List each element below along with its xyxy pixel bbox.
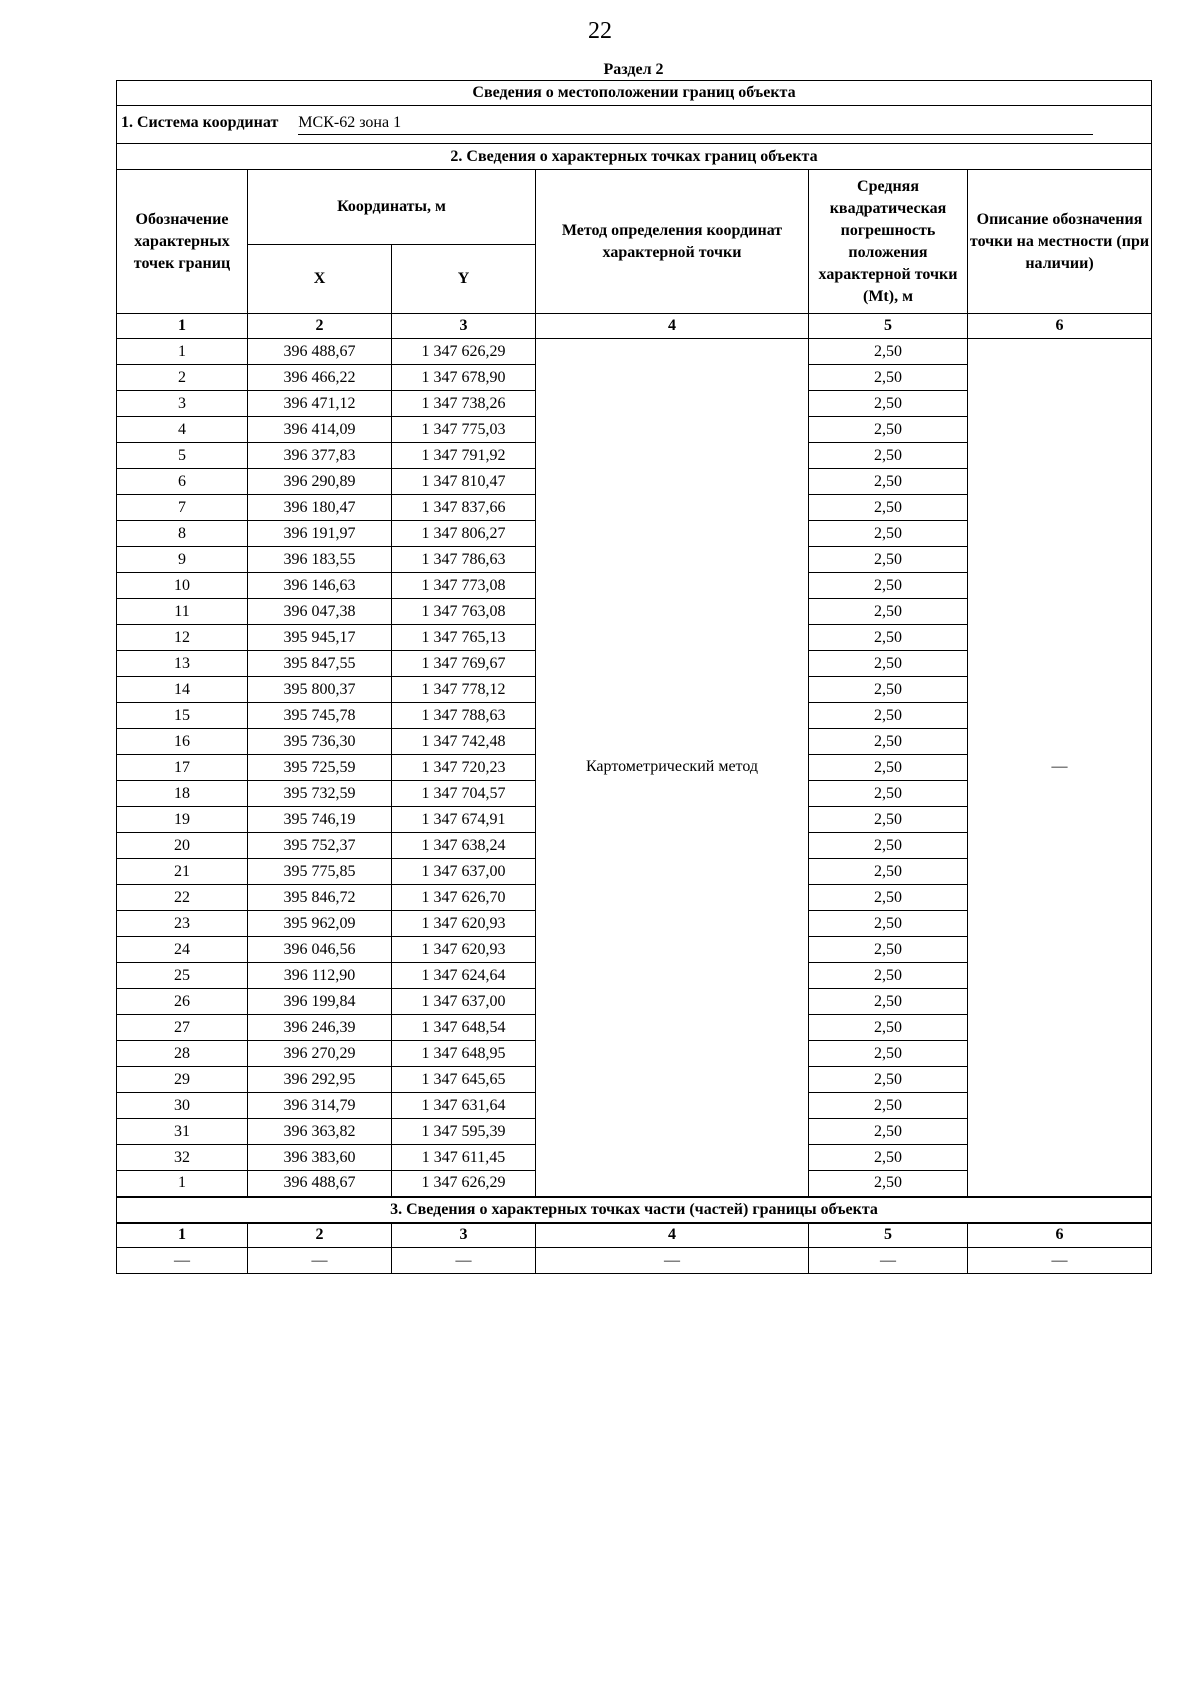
coordinate-y: 1 347 624,64 (392, 963, 536, 989)
point-number: 15 (117, 703, 248, 729)
coordinate-x: 395 847,55 (248, 651, 392, 677)
error-value: 2,50 (809, 807, 968, 833)
point-number: 31 (117, 1119, 248, 1145)
section3-column-numbers-row (117, 1223, 1152, 1248)
empty-dash: — (248, 1248, 392, 1274)
coordinate-y: 1 347 769,67 (392, 651, 536, 677)
method-cell: Картометрический метод (536, 339, 809, 1197)
point-number: 32 (117, 1145, 248, 1171)
error-value: 2,50 (809, 625, 968, 651)
point-number: 8 (117, 521, 248, 547)
section3-title: 3. Сведения о характерных точках части (частей) границы объекта (117, 1197, 1152, 1223)
coordinate-y: 1 347 678,90 (392, 365, 536, 391)
error-value: 2,50 (809, 1067, 968, 1093)
coordinate-y: 1 347 645,65 (392, 1067, 536, 1093)
column-number: 1 (117, 1223, 248, 1248)
coordinate-x: 396 363,82 (248, 1119, 392, 1145)
table-title: Сведения о местоположении границ объекта (117, 81, 1152, 106)
coordinate-y: 1 347 620,93 (392, 911, 536, 937)
coordinate-x: 396 290,89 (248, 469, 392, 495)
coordinate-y: 1 347 674,91 (392, 807, 536, 833)
coordinate-x: 396 270,29 (248, 1041, 392, 1067)
point-number: 28 (117, 1041, 248, 1067)
empty-dash: — (536, 1248, 809, 1274)
coordinate-x: 396 377,83 (248, 443, 392, 469)
coordinate-x: 395 746,19 (248, 807, 392, 833)
error-value: 2,50 (809, 1119, 968, 1145)
header-error: Средняя квадратическая погрешность положения характерной точки (Mt), м (809, 170, 968, 314)
coordinate-x: 396 112,90 (248, 963, 392, 989)
point-number: 1 (117, 1171, 248, 1197)
coordinate-y: 1 347 595,39 (392, 1119, 536, 1145)
point-number: 20 (117, 833, 248, 859)
coordinate-y: 1 347 778,12 (392, 677, 536, 703)
coordinate-x: 395 800,37 (248, 677, 392, 703)
error-value: 2,50 (809, 833, 968, 859)
column-number: 3 (392, 314, 536, 339)
coordinate-y: 1 347 791,92 (392, 443, 536, 469)
coordinate-y: 1 347 788,63 (392, 703, 536, 729)
coordinate-y: 1 347 765,13 (392, 625, 536, 651)
column-number: 1 (117, 314, 248, 339)
coordinate-y: 1 347 704,57 (392, 781, 536, 807)
error-value: 2,50 (809, 495, 968, 521)
point-number: 12 (117, 625, 248, 651)
column-number: 2 (248, 314, 392, 339)
section2-title: 2. Сведения о характерных точках границ объекта (117, 144, 1152, 170)
header-method: Метод определения координат характерной точки (536, 170, 809, 314)
coordinate-y: 1 347 742,48 (392, 729, 536, 755)
coordinate-y: 1 347 631,64 (392, 1093, 536, 1119)
point-number: 9 (117, 547, 248, 573)
coordinate-x: 396 047,38 (248, 599, 392, 625)
header-coordinates: Координаты, м (248, 170, 536, 245)
column-number: 2 (248, 1223, 392, 1248)
header-y: Y (392, 245, 536, 314)
coordinate-x: 396 414,09 (248, 417, 392, 443)
coordinate-x: 395 962,09 (248, 911, 392, 937)
coordinate-system-row (117, 106, 1152, 144)
point-number: 5 (117, 443, 248, 469)
coordinate-y: 1 347 775,03 (392, 417, 536, 443)
coordinate-x: 395 752,37 (248, 833, 392, 859)
error-value: 2,50 (809, 391, 968, 417)
column-number: 5 (809, 1223, 968, 1248)
column-number: 3 (392, 1223, 536, 1248)
coordinate-x: 396 488,67 (248, 339, 392, 365)
section-title: Раздел 2 (603, 61, 664, 78)
coordinate-x: 396 146,63 (248, 573, 392, 599)
coordinate-x: 396 191,97 (248, 521, 392, 547)
coordinate-x: 396 488,67 (248, 1171, 392, 1197)
empty-dash: — (392, 1248, 536, 1274)
coordinate-y: 1 347 637,00 (392, 859, 536, 885)
error-value: 2,50 (809, 859, 968, 885)
coordinate-y: 1 347 763,08 (392, 599, 536, 625)
point-number: 29 (117, 1067, 248, 1093)
error-value: 2,50 (809, 1171, 968, 1197)
coordinate-y: 1 347 638,24 (392, 833, 536, 859)
column-number: 6 (968, 1223, 1152, 1248)
header-point-designation: Обозначение характерных точек границ (117, 170, 248, 314)
column-number: 6 (968, 314, 1152, 339)
header-x: X (248, 245, 392, 314)
coordinate-x: 395 732,59 (248, 781, 392, 807)
coordinate-y: 1 347 648,95 (392, 1041, 536, 1067)
coordinate-x: 396 314,79 (248, 1093, 392, 1119)
coordinate-y: 1 347 786,63 (392, 547, 536, 573)
section3-data-row (117, 1248, 1152, 1274)
error-value: 2,50 (809, 1041, 968, 1067)
coordinate-x: 396 046,56 (248, 937, 392, 963)
point-number: 21 (117, 859, 248, 885)
point-number: 6 (117, 469, 248, 495)
error-value: 2,50 (809, 599, 968, 625)
point-number: 23 (117, 911, 248, 937)
coordinate-x: 396 199,84 (248, 989, 392, 1015)
point-number: 17 (117, 755, 248, 781)
error-value: 2,50 (809, 1093, 968, 1119)
coordinate-x: 395 775,85 (248, 859, 392, 885)
point-number: 26 (117, 989, 248, 1015)
coordinate-y: 1 347 626,70 (392, 885, 536, 911)
coordinate-y: 1 347 611,45 (392, 1145, 536, 1171)
point-number: 18 (117, 781, 248, 807)
coordinate-x: 396 471,12 (248, 391, 392, 417)
point-number: 1 (117, 339, 248, 365)
error-value: 2,50 (809, 417, 968, 443)
empty-dash: — (809, 1248, 968, 1274)
coordinate-x: 396 183,55 (248, 547, 392, 573)
coordinate-y: 1 347 738,26 (392, 391, 536, 417)
error-value: 2,50 (809, 651, 968, 677)
coordinate-x: 396 246,39 (248, 1015, 392, 1041)
coordinate-x: 395 745,78 (248, 703, 392, 729)
coordinate-y: 1 347 626,29 (392, 339, 536, 365)
error-value: 2,50 (809, 729, 968, 755)
coordinate-y: 1 347 806,27 (392, 521, 536, 547)
coordinate-y: 1 347 626,29 (392, 1171, 536, 1197)
point-number: 7 (117, 495, 248, 521)
coordinate-y: 1 347 837,66 (392, 495, 536, 521)
table-row (117, 339, 1152, 365)
error-value: 2,50 (809, 1145, 968, 1171)
error-value: 2,50 (809, 989, 968, 1015)
point-number: 22 (117, 885, 248, 911)
point-number: 30 (117, 1093, 248, 1119)
coordinate-x: 396 292,95 (248, 1067, 392, 1093)
coordinate-x: 396 180,47 (248, 495, 392, 521)
point-number: 10 (117, 573, 248, 599)
column-number: 5 (809, 314, 968, 339)
column-numbers-row (117, 314, 1152, 339)
coordinate-system-label: 1. Система координат (121, 114, 279, 131)
coordinate-y: 1 347 637,00 (392, 989, 536, 1015)
point-number: 2 (117, 365, 248, 391)
point-number: 4 (117, 417, 248, 443)
error-value: 2,50 (809, 339, 968, 365)
error-value: 2,50 (809, 755, 968, 781)
point-number: 24 (117, 937, 248, 963)
coordinate-x: 396 466,22 (248, 365, 392, 391)
coordinate-x: 396 383,60 (248, 1145, 392, 1171)
error-value: 2,50 (809, 885, 968, 911)
error-value: 2,50 (809, 937, 968, 963)
error-value: 2,50 (809, 1015, 968, 1041)
error-value: 2,50 (809, 781, 968, 807)
error-value: 2,50 (809, 911, 968, 937)
error-value: 2,50 (809, 703, 968, 729)
description-cell: — (968, 339, 1152, 1197)
point-number: 19 (117, 807, 248, 833)
coordinate-y: 1 347 648,54 (392, 1015, 536, 1041)
error-value: 2,50 (809, 547, 968, 573)
point-number: 11 (117, 599, 248, 625)
point-number: 27 (117, 1015, 248, 1041)
coordinate-x: 395 846,72 (248, 885, 392, 911)
error-value: 2,50 (809, 677, 968, 703)
point-number: 14 (117, 677, 248, 703)
error-value: 2,50 (809, 365, 968, 391)
header-description: Описание обозначения точки на местности (при наличии) (968, 170, 1152, 314)
coordinate-x: 395 945,17 (248, 625, 392, 651)
point-number: 3 (117, 391, 248, 417)
coordinate-x: 395 725,59 (248, 755, 392, 781)
coordinate-y: 1 347 720,23 (392, 755, 536, 781)
point-number: 16 (117, 729, 248, 755)
empty-dash: — (117, 1248, 248, 1274)
point-number: 13 (117, 651, 248, 677)
coordinate-y: 1 347 620,93 (392, 937, 536, 963)
coordinate-y: 1 347 810,47 (392, 469, 536, 495)
column-number: 4 (536, 1223, 809, 1248)
error-value: 2,50 (809, 469, 968, 495)
coordinate-x: 395 736,30 (248, 729, 392, 755)
point-number: 25 (117, 963, 248, 989)
error-value: 2,50 (809, 573, 968, 599)
coordinate-y: 1 347 773,08 (392, 573, 536, 599)
error-value: 2,50 (809, 443, 968, 469)
empty-dash: — (968, 1248, 1152, 1274)
coordinate-system-value: МСК-62 зона 1 (298, 114, 1093, 135)
error-value: 2,50 (809, 963, 968, 989)
boundary-table (116, 80, 1152, 1274)
page-number: 22 (588, 18, 612, 44)
error-value: 2,50 (809, 521, 968, 547)
column-number: 4 (536, 314, 809, 339)
